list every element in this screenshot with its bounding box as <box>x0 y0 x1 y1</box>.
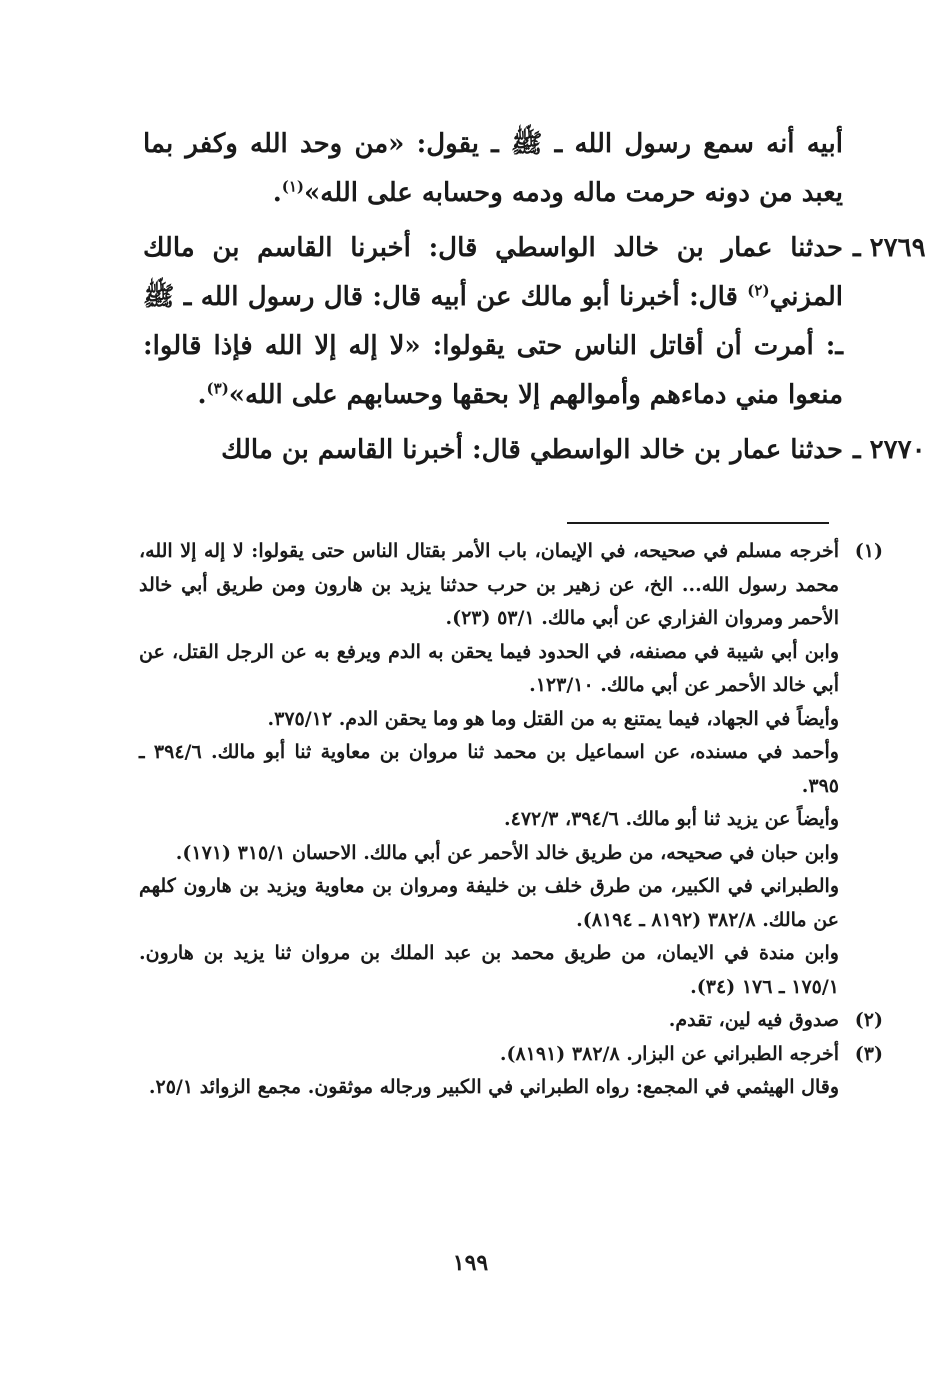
footnote-text: أخرجه مسلم في صحيحه، في الإيمان، باب الأمر بقتال الناس حتى يقولوا: لا إله إلا الله، محمد رسول الله... الخ، عن زهير بن حرب حدثنا يزيد بن هارون ومن طريق أبي خالد الأحمر ومروان الفزاري عن أبي مالك. ٥٣/١ (٢٣). <box>139 540 839 629</box>
footnote-text: صدوق فيه لين، تقدم. <box>668 1009 839 1031</box>
footnote-entry <box>139 870 839 937</box>
intro-line-2: يعبد من دونه حرمت ماله ودمه وحسابه على الله» <box>304 178 843 208</box>
footnote-text: أخرجه الطبراني عن البزار. ٣٨٢/٨ (٨١٩١). <box>499 1042 839 1065</box>
hadith-2770 <box>143 426 926 475</box>
footnote-text: وقال الهيثمي في المجمع: رواه الطبراني في الكبير ورجاله موثقون. مجمع الزوائد ٢٥/١. <box>148 1076 839 1098</box>
footnote-ref-2: (٢) <box>747 281 770 300</box>
footnote-marker: (٣) <box>854 1042 883 1065</box>
footnote-marker: (٢) <box>854 1009 883 1031</box>
footnote-entry <box>139 736 839 803</box>
footnote-text: وأيضاً عن يزيد ثنا أبو مالك. ٣٩٤/٦، ٤٧٢/٣. <box>503 808 839 830</box>
footnote-text: وابن أبي شيبة في مصنفه، في الحدود فيما يحقن به الدم ويرفع به عن الرجل القتل، عن أبي خالد الأحمر عن أبي مالك. ١٢٣/١٠. <box>139 640 839 696</box>
footnote-entry <box>139 1004 883 1038</box>
footnote-text: والطبراني في الكبير، من طرق خلف بن خليفة ومروان بن معاوية ويزيد بن هارون كلهم عن مالك. ٣٨٢/٨ (٨١٩٢ ـ ٨١٩٤). <box>139 875 839 931</box>
footnote-entry <box>139 535 883 636</box>
intro-end: . <box>272 178 282 208</box>
footnote-entry <box>139 837 839 871</box>
hadith-number-2770: ٢٧٧٠ ـ <box>853 435 926 465</box>
hadith-2770-text: حدثنا عمار بن خالد الواسطي قال: أخبرنا القاسم بن مالك <box>221 435 843 465</box>
hadith-2769-text-2: قال: أخبرنا أبو مالك عن أبيه قال: قال رسول الله ـ ﷺ ـ: أمرت أن أقاتل الناس حتى يقولوا: «لا إله إلا الله فإذا قالوا: منعوا مني دماءهم وأموالهم إلا بحقها وحسابهم على الله» <box>143 282 843 410</box>
footnote-text: وابن حبان في صحيحه، من طريق خالد الأحمر عن أبي مالك. الاحسان ٣١٥/١ (١٧١). <box>175 841 839 864</box>
main-text <box>143 120 926 475</box>
hadith-2769-text-1: حدثنا عمار بن خالد الواسطي قال: أخبرنا القاسم بن مالك المزني <box>143 233 843 312</box>
intro-line-1: أبيه أنه سمع رسول الله ـ ﷺ ـ يقول: «من وحد الله وكفر بما <box>143 129 843 159</box>
hadith-2769 <box>143 224 926 420</box>
hadith-2769-end: . <box>197 380 207 410</box>
footnote-entry <box>139 803 839 837</box>
footnote-entry <box>139 937 839 1004</box>
hadith-number-2769: ٢٧٦٩ ـ <box>853 233 926 263</box>
footnote-entry <box>139 1038 883 1072</box>
footnote-ref-3: (٣) <box>206 379 229 398</box>
footnote-entry <box>139 636 839 703</box>
footnote-ref-1: (١) <box>281 177 305 196</box>
footnote-marker: (١) <box>854 540 883 562</box>
footnote-text: وأيضاً في الجهاد، فيما يمتنع به من القتل وما هو وما يحقن الدم. ٣٧٥/١٢. <box>267 707 839 730</box>
footnote-text: وأحمد في مسنده، عن اسماعيل بن محمد ثنا مروان بن معاوية ثنا أبو مالك. ٣٩٤/٦ ـ ٣٩٥. <box>139 741 839 797</box>
footnote-entry <box>139 1071 839 1105</box>
page-number: ١٩٩ <box>452 1250 489 1276</box>
footnote-text: وابن مندة في الايمان، من طريق محمد بن عبد الملك بن مروان ثنا يزيد بن هارون. ١٧٥/١ ـ ١٧٦ (٣٤). <box>139 942 839 998</box>
footnote-entry <box>139 703 839 737</box>
footnote-separator <box>567 522 829 524</box>
intro-paragraph <box>143 120 843 218</box>
footnotes <box>139 535 883 1105</box>
